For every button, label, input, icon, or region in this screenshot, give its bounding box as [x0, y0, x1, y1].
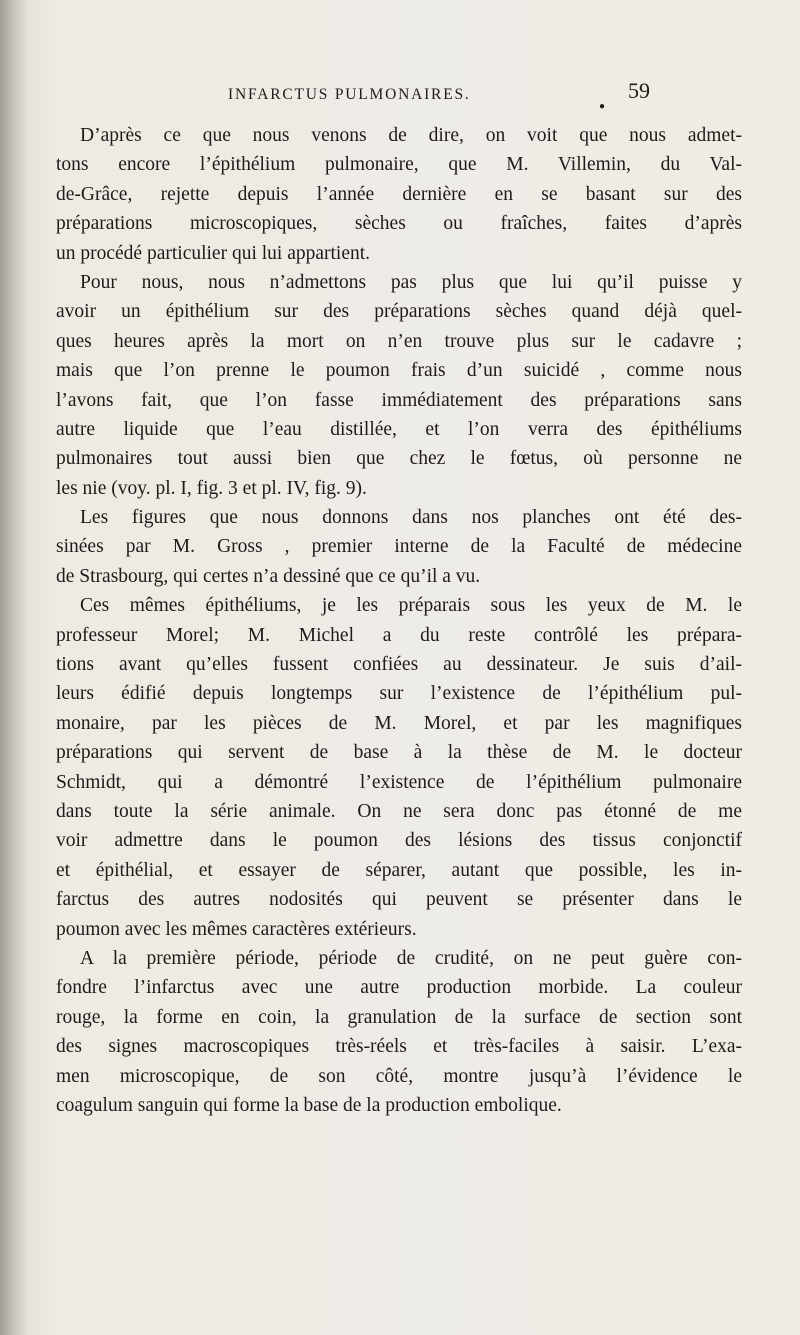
ornament-dot-icon: ●	[599, 101, 606, 112]
text-line: autre liquide que l’eau distillée, et l’on verra des épithéliums	[56, 418, 742, 440]
page-number: 59	[628, 78, 650, 103]
text-line: ques heures après la mort on n’en trouve plus sur le cadavre ;	[56, 330, 742, 352]
text-line: voir admettre dans le poumon des lésions des tissus conjonctif	[56, 830, 742, 852]
text-line: un procédé particulier qui lui appartient.	[56, 242, 371, 264]
text-line: de-Grâce, rejette depuis l’année dernière en se basant sur des	[56, 183, 742, 205]
text-line: professeur Morel; M. Michel a du reste contrôlé les prépara-	[56, 624, 742, 646]
text-line: monaire, par les pièces de M. Morel, et par les magnifiques	[56, 712, 742, 734]
text-line: Schmidt, qui a démontré l’existence de l’épithélium pulmonaire	[56, 771, 742, 793]
text-line: fondre l’infarctus avec une autre production morbide. La couleur	[56, 977, 742, 999]
text-line: tons encore l’épithélium pulmonaire, que M. Villemin, du Val-	[56, 154, 742, 176]
text-line: Pour nous, nous n’admettons pas plus que lui qu’il puisse y	[80, 271, 742, 293]
text-line: de Strasbourg, qui certes n’a dessiné que ce qu’il a vu.	[56, 565, 481, 587]
text-line: A la première période, période de crudité, on ne peut guère con-	[80, 947, 742, 969]
text-line: Ces mêmes épithéliums, je les préparais sous les yeux de M. le	[80, 595, 742, 617]
text-line: farctus des autres nodosités qui peuvent se présenter dans le	[56, 889, 742, 911]
text-line: Les figures que nous donnons dans nos planches ont été des-	[80, 507, 742, 529]
text-line: préparations microscopiques, sèches ou fraîches, faites d’après	[56, 213, 742, 235]
text-line: pulmonaires tout aussi bien que chez le fœtus, où personne ne	[56, 448, 742, 470]
text-line: rouge, la forme en coin, la granulation de la surface de section sont	[56, 1006, 742, 1028]
running-head: INFARCTUS PULMONAIRES.	[228, 86, 471, 103]
text-line: coagulum sanguin qui forme la base de la production embolique.	[56, 1094, 562, 1116]
text-line: préparations qui servent de base à la thèse de M. le docteur	[56, 742, 742, 764]
body-text	[56, 121, 742, 1120]
text-line: mais que l’on prenne le poumon frais d’un suicidé , comme nous	[56, 360, 742, 382]
text-line: poumon avec les mêmes caractères extérieurs.	[56, 918, 417, 940]
text-line: l’avons fait, que l’on fasse immédiatement des préparations sans	[56, 389, 742, 411]
text-line: tions avant qu’elles fussent confiées au dessinateur. Je suis d’ail-	[56, 654, 742, 676]
text-line: avoir un épithélium sur des préparations sèches quand déjà quel-	[56, 301, 742, 323]
text-line: sinées par M. Gross , premier interne de la Faculté de médecine	[56, 536, 742, 558]
text-line: men microscopique, de son côté, montre jusqu’à l’évidence le	[56, 1065, 742, 1087]
text-line: et épithélial, et essayer de séparer, autant que possible, les in-	[56, 859, 742, 881]
text-line: des signes macroscopiques très-réels et très-faciles à saisir. L’exa-	[56, 1036, 742, 1058]
text-line: dans toute la série animale. On ne sera donc pas étonné de me	[56, 800, 742, 822]
binding-gutter-shadow	[0, 0, 28, 1335]
text-line: les nie (voy. pl. I, fig. 3 et pl. IV, fig. 9).	[56, 477, 367, 499]
text-line: leurs édifié depuis longtemps sur l’existence de l’épithélium pul-	[56, 683, 742, 705]
text-line: D’après ce que nous venons de dire, on voit que nous admet-	[80, 125, 742, 146]
